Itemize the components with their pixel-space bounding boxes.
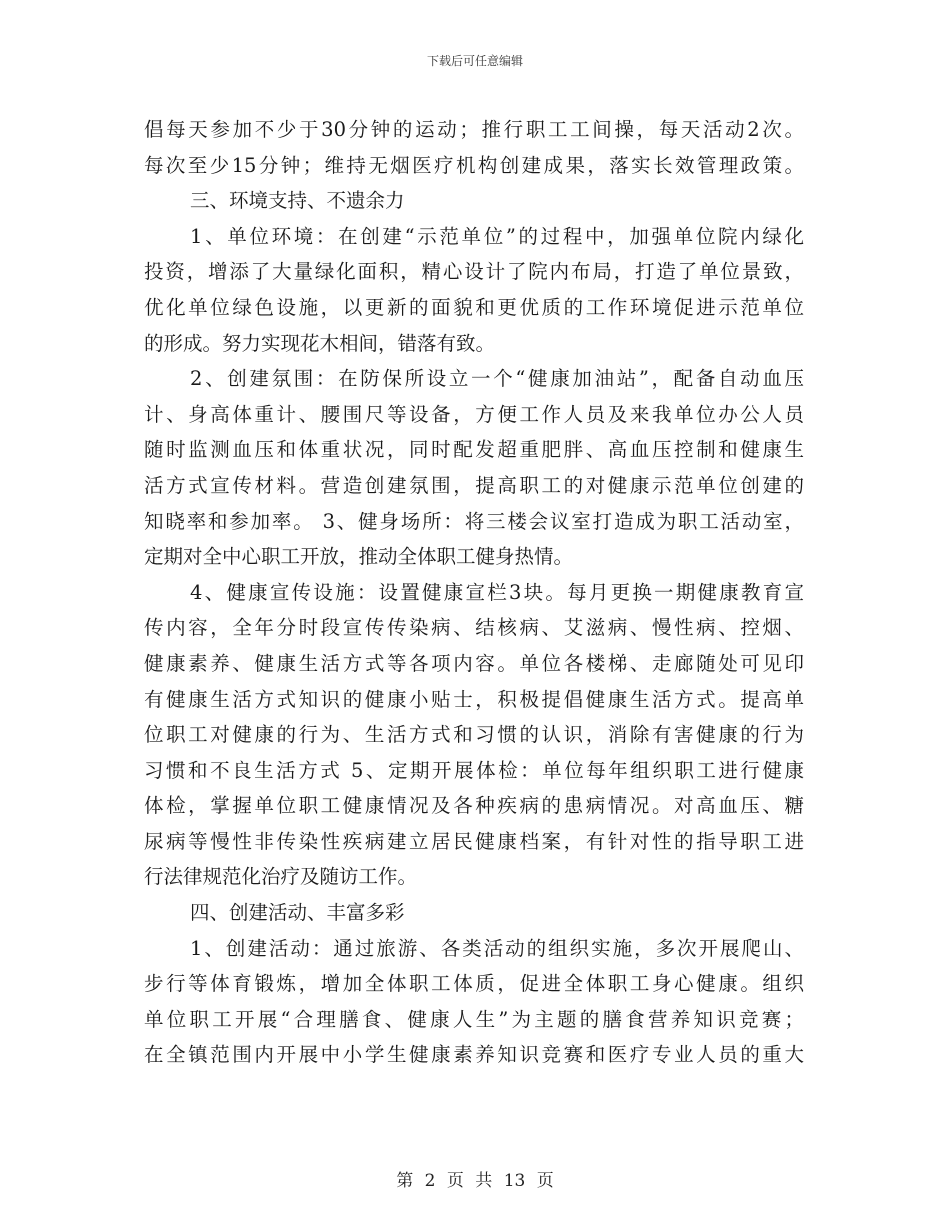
document-body (144, 112, 804, 1073)
body-line: 优化单位绿色设施，以更新的面貌和更优质的工作环境促进示范单位 (144, 295, 804, 319)
body-line: 步行等体育锻炼，增加全体职工体质，促进全体职工身心健康。组织 (144, 972, 804, 996)
body-line: 尿病等慢性非传染性疾病建立居民健康档案，有针对性的指导职工进 (144, 829, 804, 853)
section-heading: 四、创建活动、丰富多彩 (190, 901, 405, 925)
body-line: 在全镇范围内开展中小学生健康素养知识竞赛和医疗专业人员的重大 (144, 1043, 804, 1067)
body-line: 活方式宣传材料。营造创建氛围，提高职工的对健康示范单位创建的 (144, 473, 804, 497)
body-line: 体检，掌握单位职工健康情况及各种疾病的患病情况。对高血压、糖 (144, 794, 804, 818)
body-line: 知晓率和参加率。 3、健身场所：将三楼会议室打造成为职工活动室， (144, 509, 804, 533)
body-line: 1、单位环境：在创建“示范单位”的过程中，加强单位院内绿化 (190, 224, 804, 248)
body-line: 倡每天参加不少于30分钟的运动；推行职工工间操，每天活动2次。 (144, 118, 804, 141)
body-line: 位职工对健康的行为、生活方式和习惯的认识，消除有害健康的行为 (144, 723, 804, 747)
page-header: 下载后可任意编辑 (426, 54, 523, 68)
page-number: 第 2 页 共 13 页 (396, 1171, 554, 1191)
body-line: 传内容，全年分时段宣传传染病、结核病、艾滋病、慢性病、控烟、 (144, 616, 804, 640)
body-line: 投资，增添了大量绿化面积，精心设计了院内布局，打造了单位景致， (144, 260, 804, 284)
body-line: 4、健康宣传设施：设置健康宣栏3块。每月更换一期健康教育宣 (190, 580, 804, 604)
body-line: 计、身高体重计、腰围尺等设备，方便工作人员及来我单位办公人员 (144, 402, 804, 426)
body-line: 随时监测血压和体重状况，同时配发超重肥胖、高血压控制和健康生 (144, 438, 804, 462)
body-line: 1、创建活动：通过旅游、各类活动的组织实施，多次开展爬山、 (190, 936, 804, 960)
body-line: 2、创建氛围：在防保所设立一个“健康加油站”，配备自动血压 (190, 367, 804, 391)
body-line: 健康素养、健康生活方式等各项内容。单位各楼梯、走廊随处可见印 (144, 651, 804, 675)
body-line: 有健康生活方式知识的健康小贴士，积极提倡健康生活方式。提高单 (144, 687, 804, 711)
body-line: 单位职工开展“合理膳食、健康人生”为主题的膳食营养知识竞赛； (144, 1007, 804, 1031)
section-heading: 三、环境支持、不遗余力 (190, 189, 405, 213)
body-line: 习惯和不良生活方式 5、定期开展体检：单位每年组织职工进行健康 (144, 758, 804, 782)
body-line: 定期对全中心职工开放，推动全体职工健身热情。 (144, 545, 574, 569)
body-line: 每次至少15分钟；维持无烟医疗机构创建成果，落实长效管理政策。 (144, 153, 804, 177)
body-line: 行法律规范化治疗及随访工作。 (144, 865, 418, 889)
body-line: 的形成。努力实现花木相间，错落有致。 (144, 331, 496, 355)
